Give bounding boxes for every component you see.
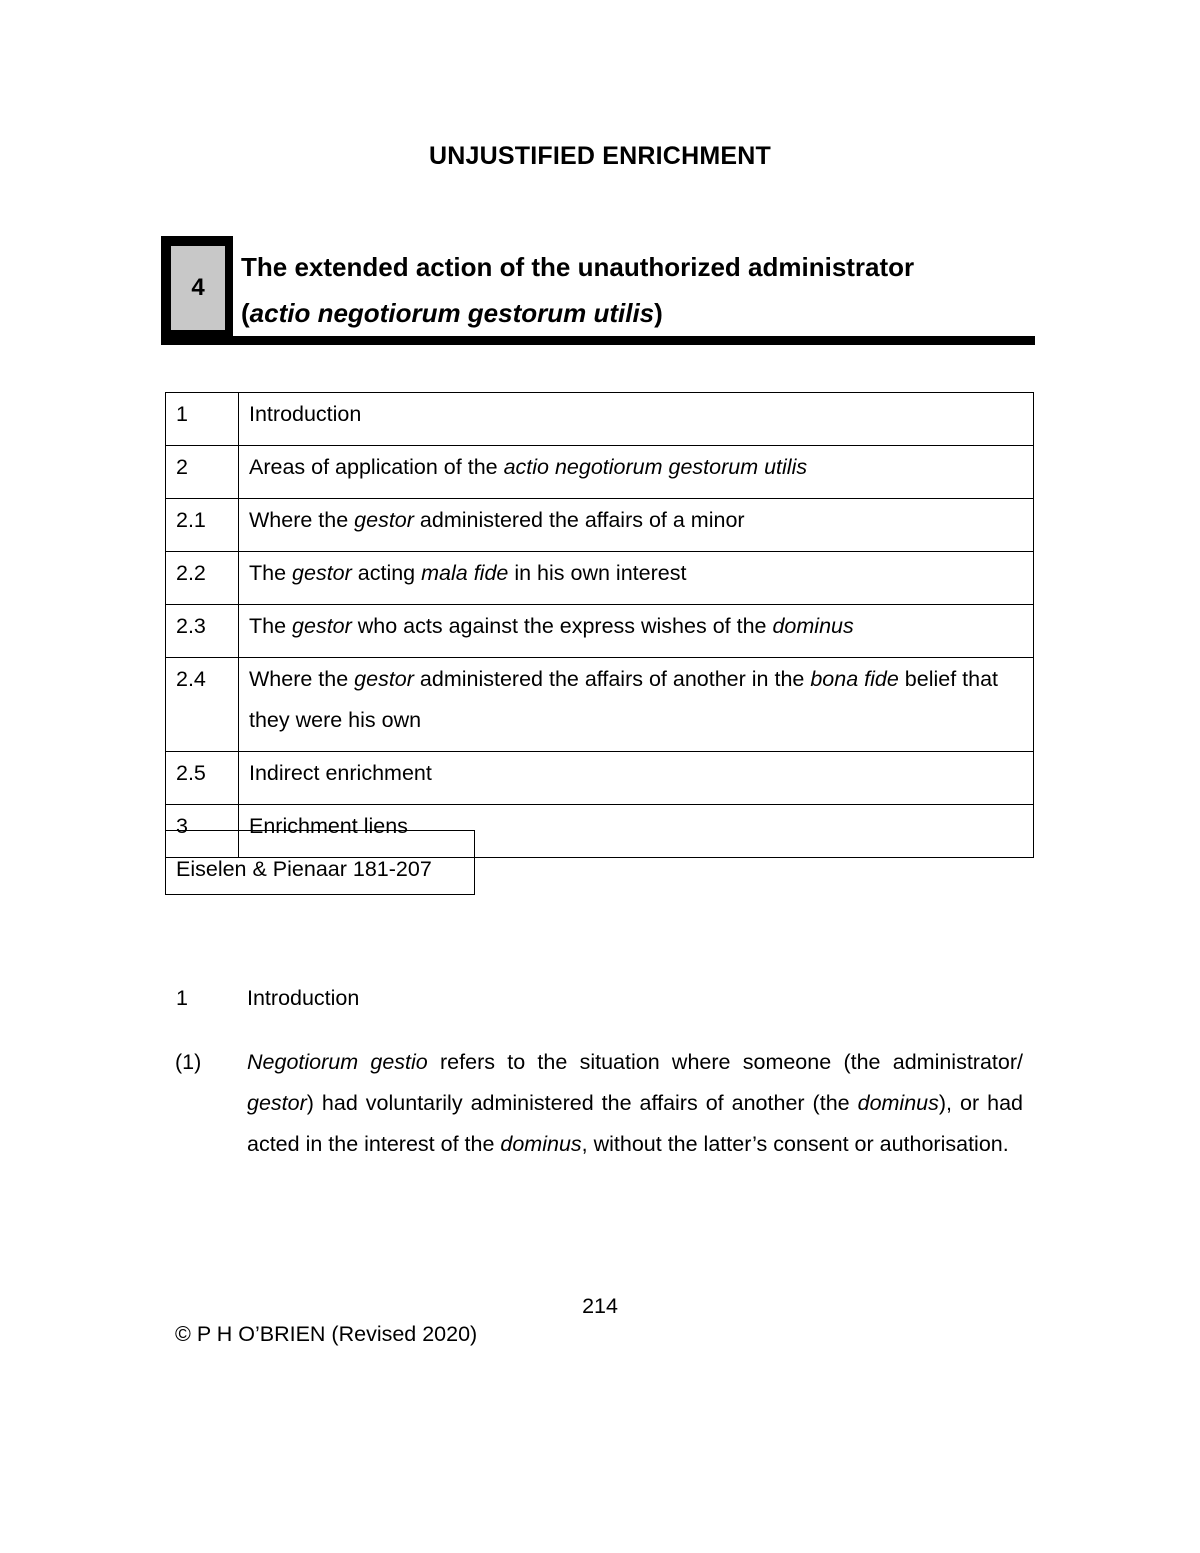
paragraph-segment: dominus: [500, 1132, 582, 1156]
toc-title-segment: Introduction: [249, 402, 362, 426]
chapter-title: [241, 244, 914, 336]
toc-row-number: 2: [166, 446, 239, 499]
section-title: Introduction: [247, 986, 360, 1010]
toc-title-segment: acting: [351, 561, 422, 585]
table-of-contents: [165, 392, 1034, 858]
page-number: 214: [582, 1294, 618, 1318]
toc-row-title: [239, 752, 1034, 805]
toc-row: [166, 393, 1034, 446]
paren-open: (: [241, 298, 250, 328]
reference-text: Eiselen & Pienaar 181-207: [176, 857, 432, 881]
paragraph-segment: ) had voluntarily administered the affairs of another (the: [306, 1091, 858, 1115]
copyright-notice: © P H O’BRIEN (Revised 2020): [175, 1322, 478, 1346]
toc-title-segment: Where the: [249, 667, 355, 691]
toc-title-segment: dominus: [772, 614, 854, 638]
toc-title-segment: gestor: [354, 508, 414, 532]
toc-title-segment: Indirect enrichment: [249, 761, 432, 785]
toc-title-segment: belief that they were his own: [249, 667, 999, 732]
toc-title-segment: Enrichment liens: [249, 814, 408, 838]
toc-row: [166, 552, 1034, 605]
paren-close: ): [654, 298, 663, 328]
chapter-number-box: [161, 236, 233, 344]
toc-row-title: [239, 658, 1034, 752]
toc-title-segment: bona fide: [810, 667, 899, 691]
paragraph-segment: dominus: [857, 1091, 939, 1115]
toc-row-title: [239, 393, 1034, 446]
toc-row: [166, 752, 1034, 805]
chapter-number: 4: [171, 246, 225, 330]
section-number: 1: [176, 986, 188, 1010]
toc-title-segment: administered the affairs of another in the: [413, 667, 811, 691]
toc-row-title: [239, 499, 1034, 552]
paragraph-segment: , without the latter’s consent or authorisation.: [581, 1132, 1009, 1156]
toc-row-number: 2.2: [166, 552, 239, 605]
toc-title-segment: Areas of application of the: [249, 455, 504, 479]
paragraph-segment: gestor: [247, 1091, 307, 1115]
chapter-title-line2: [241, 290, 914, 336]
toc-title-segment: The: [249, 561, 293, 585]
toc-row-number: 2.4: [166, 658, 239, 752]
toc-row-number: 1: [166, 393, 239, 446]
toc-row: [166, 658, 1034, 752]
paragraph-segment: Negotiorum gestio: [247, 1050, 428, 1074]
toc-row-title: [239, 446, 1034, 499]
toc-title-segment: in his own interest: [508, 561, 687, 585]
toc-row-number: 2.5: [166, 752, 239, 805]
chapter-title-line1: The extended action of the unauthorized administrator: [241, 252, 915, 282]
toc-row-number: 2.3: [166, 605, 239, 658]
toc-row: [166, 446, 1034, 499]
toc-title-segment: Where the: [249, 508, 355, 532]
chapter-title-italic: actio negotiorum gestorum utilis: [249, 298, 655, 328]
toc-row-title: [239, 605, 1034, 658]
toc-title-segment: mala fide: [421, 561, 509, 585]
paragraph-text: [247, 1042, 1023, 1165]
toc-title-segment: actio negotiorum gestorum utilis: [503, 455, 808, 479]
reference-box: [165, 830, 475, 895]
paragraph-segment: ), or had acted in the interest of the: [247, 1091, 1023, 1156]
document-title: UNJUSTIFIED ENRICHMENT: [429, 142, 771, 170]
toc-row-number: 2.1: [166, 499, 239, 552]
toc-title-segment: The: [249, 614, 293, 638]
paragraph-segment: refers to the situation where someone (the administrator/: [427, 1050, 1023, 1074]
toc-row: [166, 499, 1034, 552]
toc-row: [166, 605, 1034, 658]
toc-title-segment: administered the affairs of a minor: [413, 508, 745, 532]
toc-row-title: [239, 552, 1034, 605]
toc-title-segment: gestor: [354, 667, 414, 691]
toc-title-segment: who acts against the express wishes of the: [351, 614, 773, 638]
toc-title-segment: gestor: [292, 614, 352, 638]
toc-row-number: 3: [166, 805, 239, 858]
toc-title-segment: gestor: [292, 561, 352, 585]
paragraph-number: (1): [175, 1050, 202, 1074]
chapter-rule: [161, 336, 1035, 345]
